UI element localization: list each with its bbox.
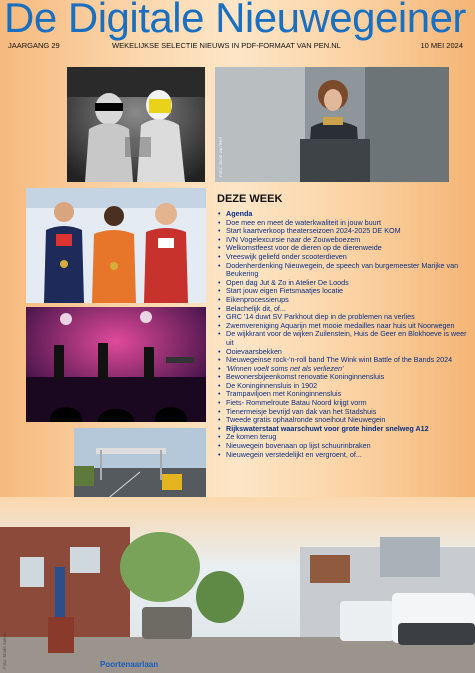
news-item[interactable]: • Vreeswijk geliefd onder scooterdieven bbox=[218, 253, 468, 262]
news-item[interactable]: • Nieuwegeinse rock-'n-roll band The Wink wint Battle of the Bands 2024 bbox=[218, 356, 468, 365]
photo-street-poortenaarlaan[interactable] bbox=[0, 497, 475, 673]
news-item[interactable]: • 'Winnen voelt soms net als verliezen' bbox=[218, 365, 468, 374]
news-item[interactable]: • Belachelijk dit, of... bbox=[218, 305, 468, 314]
news-item[interactable]: • Trampaviljoen met Koninginnensluis bbox=[218, 390, 468, 399]
news-item[interactable]: • Start kaartverkoop theaterseizoen 2024-2025 DE KOM bbox=[218, 227, 468, 236]
news-list bbox=[218, 210, 468, 459]
news-item[interactable]: • Rijkswaterstaat waarschuwt voor grote hinder snelweg A12 bbox=[218, 425, 468, 434]
photo-swim-medalists[interactable] bbox=[26, 188, 206, 303]
news-item[interactable]: • Tienermeisje bevrijd van dak van het Stadshuis bbox=[218, 408, 468, 417]
news-item[interactable]: • IVN Vogelexcursie naar de Zouweboezem bbox=[218, 236, 468, 245]
masthead-title: De Digitale Nieuwegeiner bbox=[4, 0, 466, 41]
news-item[interactable]: • Tweede gratis ophaalronde snoeihout Nieuwegein bbox=[218, 416, 468, 425]
volume-label: JAARGANG 29 bbox=[8, 41, 60, 50]
news-item[interactable]: • Agenda bbox=[218, 210, 468, 219]
news-item[interactable]: • Open dag Jut & Zo in Atelier De Loods bbox=[218, 279, 468, 288]
news-item[interactable]: • GRC '14 duwt SV Parkhout diep in de problemen na verlies bbox=[218, 313, 468, 322]
photo-band-on-stage[interactable] bbox=[26, 307, 206, 422]
news-item[interactable]: • Start jouw eigen Fietsmaatjes locatie bbox=[218, 287, 468, 296]
news-item[interactable]: • Ze komen terug bbox=[218, 433, 468, 442]
news-item[interactable]: • Eikenprocessierups bbox=[218, 296, 468, 305]
street-photo-credit: Foto: Marie Aalten bbox=[2, 632, 7, 669]
news-item[interactable]: • Dodenherdenking Nieuwegein, de speech van burgemeester Marijke van Beukering bbox=[218, 262, 468, 279]
mayor-photo-credit: Foto: Joost van'tHof bbox=[218, 137, 223, 177]
news-item[interactable]: • Doe mee en meet de waterkwaliteit in jouw buurt bbox=[218, 219, 468, 228]
issue-date: 10 MEI 2024 bbox=[420, 41, 463, 50]
news-item[interactable]: • Fiets- Rommelroute Batau Noord krijgt vorm bbox=[218, 399, 468, 408]
news-item[interactable]: • Nieuwegein verstedelijkt en vergroent, of... bbox=[218, 451, 468, 460]
news-item[interactable]: • Welkomstfeest voor de dieren op de dierenweide bbox=[218, 244, 468, 253]
news-item[interactable]: • De Koninginnensluis in 1902 bbox=[218, 382, 468, 391]
news-item[interactable]: • Nieuwegein bovenaan op lijst schuurinbraken bbox=[218, 442, 468, 451]
section-title: DEZE WEEK bbox=[217, 193, 283, 205]
news-item[interactable]: • De wijkkrant voor de wijken Zuilenstein, Huis de Geer en Blokhoeve is weer uit bbox=[218, 330, 468, 347]
news-item[interactable]: • Ooievaarsbekken bbox=[218, 348, 468, 357]
tagline: WEKELIJKSE SELECTIE NIEUWS IN PDF-FORMAAT VAN PEN.NL bbox=[112, 41, 341, 50]
news-item[interactable]: • Zwemvereniging Aquarijn met mooie medailles naar huis uit Noorwegen bbox=[218, 322, 468, 331]
street-caption: Poortenaarlaan bbox=[100, 660, 159, 669]
news-item[interactable]: • Bewonersbijeenkomst renovatie Koninginnensluis bbox=[218, 373, 468, 382]
photo-scooter-thieves[interactable] bbox=[67, 67, 205, 182]
photo-mayor-speech[interactable] bbox=[215, 67, 449, 182]
